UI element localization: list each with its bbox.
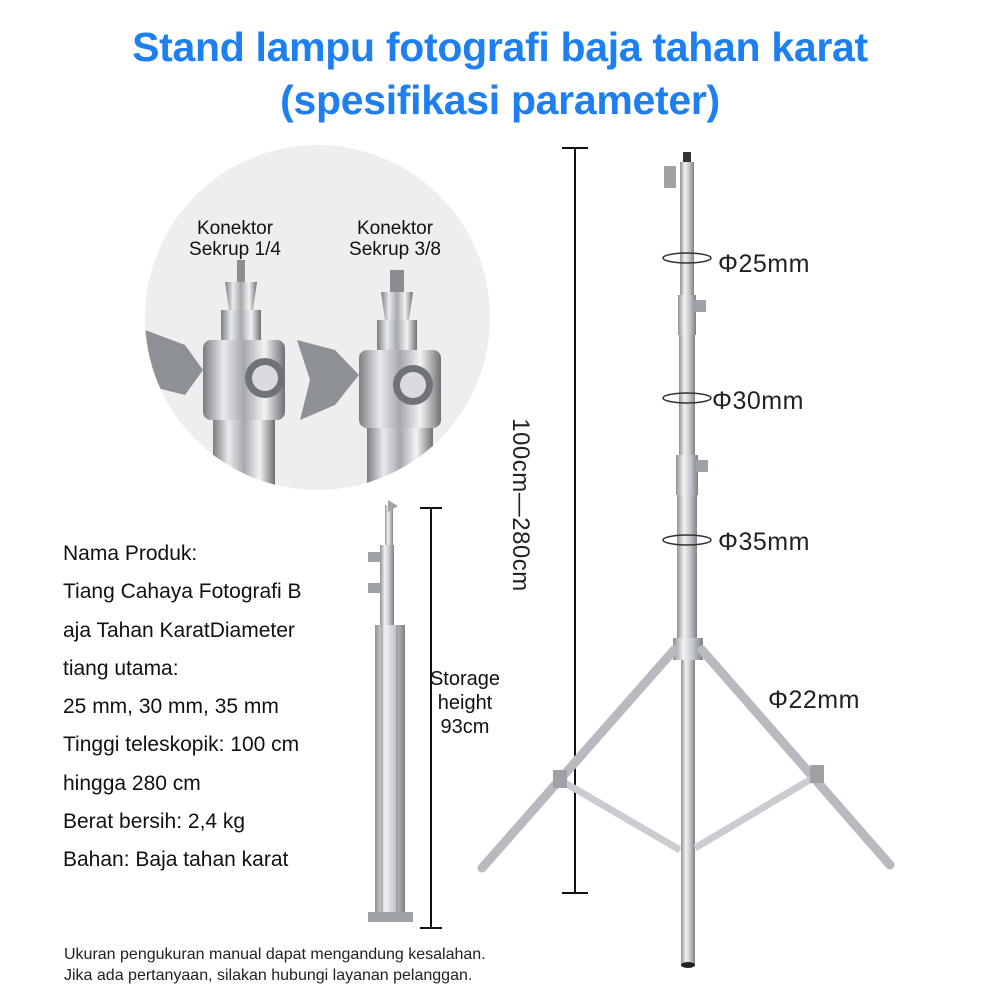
spec-line: Tiang Cahaya Fotografi B — [63, 580, 302, 604]
diameter-25-label: Φ25mm — [718, 250, 810, 278]
storage-label-line1: Storage — [429, 668, 501, 690]
spec-line: Tinggi teleskopik: 100 cm — [63, 733, 300, 757]
diameter-35-label: Φ35mm — [718, 528, 810, 556]
folded-stand — [368, 500, 413, 922]
spec-line: tiang utama: — [63, 656, 179, 680]
spec-line: Bahan: Baja tahan karat — [63, 848, 289, 872]
connector-1-4-label-line2: Sekrup 1/4 — [189, 239, 281, 260]
disclaimer-note — [64, 944, 486, 986]
page-title: Stand lampu fotografi baja tahan karat — [132, 24, 868, 70]
spec-line: Nama Produk: — [63, 542, 198, 565]
spec-line: hingga 280 cm — [63, 771, 201, 795]
disclaimer-line1: Ukuran pengukuran manual dapat mengandung kesalahan. — [64, 946, 486, 963]
diameter-30-label: Φ30mm — [712, 387, 804, 415]
leg-diameter-label: Φ22mm — [768, 686, 860, 714]
storage-label-line2: height — [437, 692, 493, 714]
spec-line: Berat bersih: 2,4 kg — [63, 810, 246, 834]
storage-height-label — [415, 667, 515, 739]
connector-3-8-label-line2: Sekrup 3/8 — [349, 239, 441, 260]
connector-1-4-label-line1: Konektor — [196, 218, 274, 239]
connector-3-8-label-line1: Konektor — [356, 218, 434, 239]
spec-line: aja Tahan KaratDiameter — [63, 618, 295, 642]
extended-stand — [482, 152, 890, 968]
disclaimer-line2: Jika ada pertanyaan, silakan hubungi layanan pelanggan. — [64, 967, 473, 984]
storage-label-line3: 93cm — [440, 716, 490, 738]
height-range-label: 100cm—280cm — [507, 418, 534, 592]
page-subtitle: (spesifikasi parameter) — [280, 77, 720, 123]
spec-line: 25 mm, 30 mm, 35 mm — [63, 695, 279, 719]
